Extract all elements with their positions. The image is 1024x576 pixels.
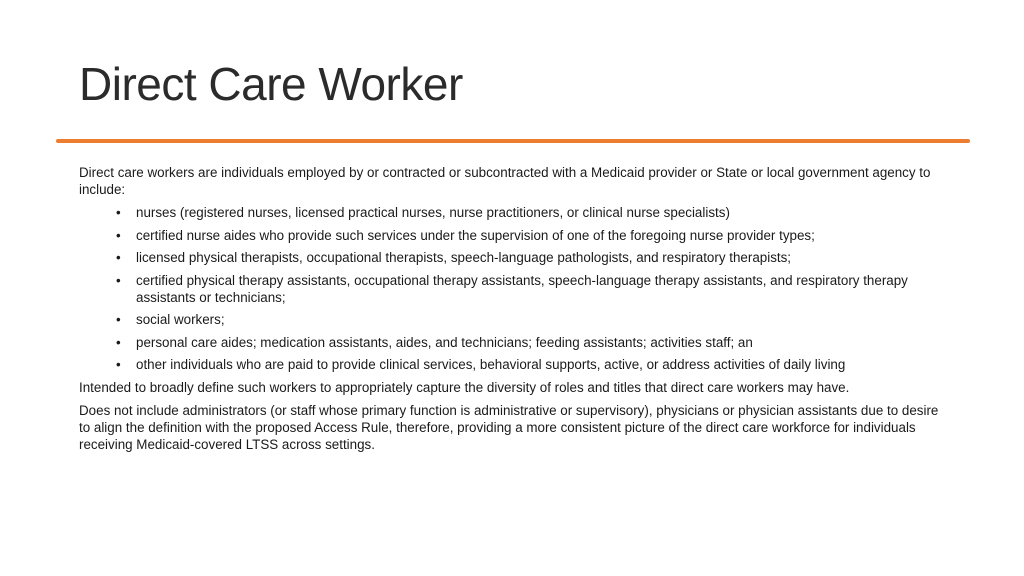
list-item-text: other individuals who are paid to provide clinical services, behavioral supports, active, or address activities of daily living	[136, 357, 846, 372]
list-item-text: personal care aides; medication assistants, aides, and technicians; feeding assistants; activities staff; an	[136, 334, 753, 350]
bullet-icon: •	[116, 357, 121, 372]
list-item	[79, 227, 941, 244]
bullet-icon: •	[116, 272, 121, 288]
list-item-text: social workers;	[136, 312, 225, 327]
bullet-icon: •	[116, 312, 121, 327]
list-item-text: licensed physical therapists, occupational therapists, speech-language pathologists, and respiratory therapists;	[136, 250, 792, 265]
slide-title: Direct Care Worker	[79, 58, 463, 110]
exclusion-paragraph: Does not include administrators (or staff whose primary function is administrative or supervisory), physicians or physician assistants due to desire to align the definition with the proposed Access Rule, therefore, providing a more consistent picture of the direct care workforce for individuals receiving Medicaid-covered LTSS across settings.	[79, 403, 939, 452]
worker-types-list	[79, 204, 941, 373]
list-item	[79, 334, 941, 351]
list-item-text: certified nurse aides who provide such services under the supervision of one of the foregoing nurse provider types;	[136, 227, 815, 243]
intended-paragraph: Intended to broadly define such workers to appropriately capture the diversity of roles and titles that direct care workers may have.	[79, 380, 850, 395]
slide-body	[79, 164, 941, 459]
bullet-icon: •	[116, 250, 121, 265]
list-item-text: certified physical therapy assistants, occupational therapy assistants, speech-language therapy assistants, and respiratory therapy assistants or technicians;	[136, 272, 908, 305]
list-item	[79, 311, 941, 328]
list-item	[79, 249, 941, 266]
bullet-icon: •	[116, 334, 121, 350]
bullet-icon: •	[116, 205, 121, 220]
list-item	[79, 272, 941, 306]
bullet-icon: •	[116, 227, 121, 243]
list-item	[79, 356, 941, 373]
list-item-text: nurses (registered nurses, licensed practical nurses, nurse practitioners, or clinical nurse specialists)	[136, 205, 730, 220]
title-underline	[56, 139, 970, 143]
list-item	[79, 204, 941, 221]
intro-paragraph: Direct care workers are individuals employed by or contracted or subcontracted with a Medicaid provider or State or local government agency to include:	[79, 165, 931, 197]
